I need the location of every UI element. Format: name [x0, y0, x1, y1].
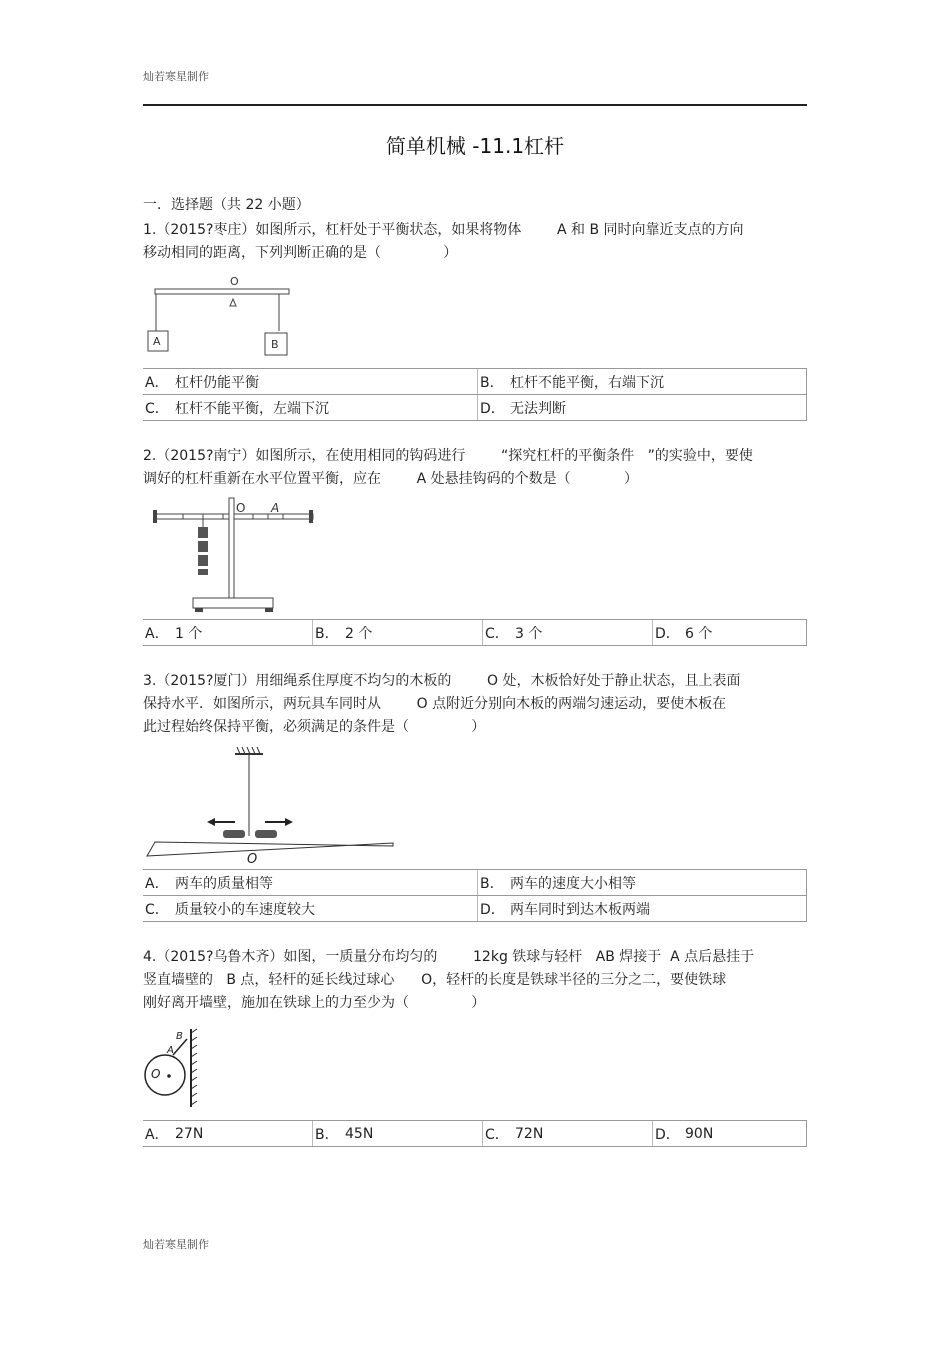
- option-label: B．: [478, 369, 509, 395]
- question-3-text: 3.（2015?厦门）用细绳系住厚度不均匀的木板的 O 处，木板恰好处于静止状态，且上表面 保持水平．如图所示，两玩具车同时从 O 点附近分别向木板的两端匀速运动，要使木板在 此过程始终保持平衡，必须满足的条件是（ ）: [143, 673, 741, 735]
- option-2d[interactable]: 6 个: [683, 620, 807, 646]
- option-label: B．: [313, 1121, 344, 1147]
- question-4-figure: [143, 1025, 203, 1110]
- option-label: D．: [478, 896, 509, 922]
- option-label: C．: [143, 395, 173, 421]
- option-3b[interactable]: 两车的速度大小相等: [508, 870, 807, 896]
- option-1a[interactable]: 杠杆仍能平衡: [173, 369, 478, 395]
- option-label: B．: [478, 870, 509, 896]
- fig4-label-b: B: [176, 1031, 183, 1042]
- fig2-label-a: A: [271, 501, 280, 515]
- option-label: C．: [483, 620, 514, 646]
- fig2-label-o: O: [236, 501, 246, 515]
- fig4-label-a: A: [167, 1045, 174, 1056]
- option-1c[interactable]: 杠杆不能平衡，左端下沉: [173, 395, 478, 421]
- question-1-options: [143, 368, 807, 421]
- section-heading: 一．选择题（共 22 小题）: [143, 197, 310, 213]
- fig3-label-o: O: [247, 852, 258, 867]
- option-4d[interactable]: 90N: [683, 1121, 807, 1147]
- question-1-text: 1.（2015?枣庄）如图所示，杠杆处于平衡状态，如果将物体 A 和 B 同时向靠近支点的方向 移动相同的距离，下列判断正确的是（ ）: [143, 222, 744, 261]
- option-label: C．: [483, 1121, 514, 1147]
- option-label: D．: [653, 1121, 684, 1147]
- question-4-options: [143, 1120, 807, 1147]
- option-3c[interactable]: 质量较小的车速度较大: [173, 896, 478, 922]
- option-label: A．: [143, 620, 173, 646]
- option-4a[interactable]: 27N: [173, 1121, 313, 1147]
- fig1-label-a: A: [153, 335, 161, 348]
- fig1-label-o: O: [230, 275, 239, 288]
- header-rule: [143, 104, 807, 106]
- option-4c[interactable]: 72N: [513, 1121, 653, 1147]
- option-label: D．: [478, 395, 509, 421]
- option-4b[interactable]: 45N: [343, 1121, 483, 1147]
- option-3a[interactable]: 两车的质量相等: [173, 870, 478, 896]
- option-3d[interactable]: 两车同时到达木板两端: [508, 896, 807, 922]
- question-2-options: [143, 619, 807, 646]
- option-label: A．: [143, 870, 173, 896]
- question-3-options: [143, 869, 807, 922]
- option-2b[interactable]: 2 个: [343, 620, 483, 646]
- question-1-figure: [143, 273, 303, 361]
- fig1-label-b: B: [271, 338, 279, 351]
- question-2-text: 2.（2015?南宁）如图所示，在使用相同的钩码进行 “探究杠杆的平衡条件 ”的实验中，要使 调好的杠杆重新在水平位置平衡，应在 A 处悬挂钩码的个数是（ ）: [143, 448, 753, 487]
- option-label: C．: [143, 896, 173, 922]
- option-label: B．: [313, 620, 344, 646]
- page-title: 简单机械 -11.1杠杆: [385, 134, 565, 158]
- question-4-text: 4.（2015?乌鲁木齐）如图，一质量分布均匀的 12kg 铁球与轻杆 AB 焊接于 A 点后悬挂于 竖直墙壁的 B 点，轻杆的延长线过球心 O，轻杆的长度是铁球半径的三分之二，要使铁球 刚好离开墙壁，施加在铁球上的力至少为（ ）: [143, 949, 755, 1011]
- option-2c[interactable]: 3 个: [513, 620, 653, 646]
- option-2a[interactable]: 1 个: [173, 620, 313, 646]
- option-label: A．: [143, 1121, 173, 1147]
- fig4-label-o: O: [151, 1067, 161, 1081]
- option-1d[interactable]: 无法判断: [508, 395, 807, 421]
- page-footer: 灿若寒星制作: [143, 1238, 209, 1251]
- question-2-figure: [143, 495, 328, 615]
- page-header: 灿若寒星制作: [143, 70, 209, 83]
- option-label: D．: [653, 620, 684, 646]
- option-label: A．: [143, 369, 173, 395]
- question-3-figure: [143, 744, 403, 868]
- option-1b[interactable]: 杠杆不能平衡，右端下沉: [508, 369, 807, 395]
